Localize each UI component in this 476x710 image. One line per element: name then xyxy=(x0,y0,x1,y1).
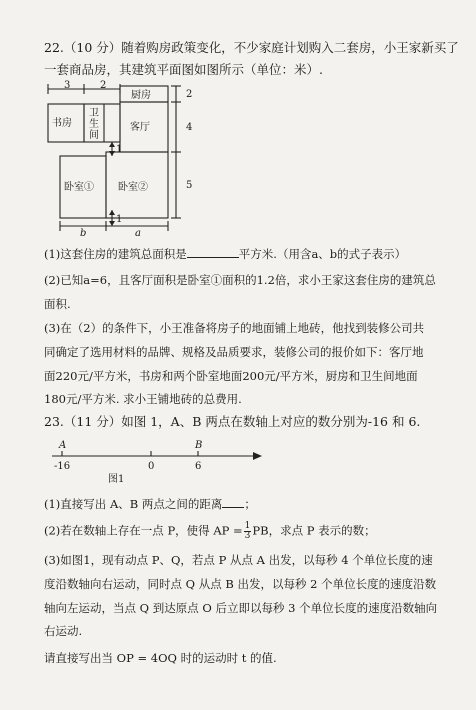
room-study: 书房 xyxy=(52,118,72,129)
dim-5: 5 xyxy=(186,180,193,191)
room-bedroom1: 卧室① xyxy=(64,182,94,193)
q22-sub3-cont2: 面220元/平方米，书房和两个卧室地面200元/平方米，厨房和卫生间地面 xyxy=(44,369,418,383)
answer-blank-distance[interactable] xyxy=(222,496,244,508)
dim-1-lower: 1 xyxy=(116,214,123,225)
dim-a: a xyxy=(135,228,141,238)
q23-header: 23.（11 分）如图 1，A、B 两点在数轴上对应的数分别为-16 和 6. xyxy=(44,414,421,429)
q23-sub3-cont2: 轴向左运动，当点 Q 到达原点 O 后立即以每秒 3 个单位长度的速度沿数轴向 xyxy=(44,601,438,615)
dim-1-upper: 1 xyxy=(116,144,123,155)
q22-sub3-cont1: 同确定了选用材料的品牌、规格及品质要求，装修公司的报价如下：客厅地 xyxy=(44,345,424,359)
room-bath-1: 卫 xyxy=(89,108,99,119)
dim-3: 3 xyxy=(64,80,71,91)
q22-sub3: (3)在（2）的条件下，小王准备将房子的地面铺上地砖，他找到装修公司共 xyxy=(44,321,425,335)
q22-header: 22.（10 分）随着购房政策变化，不少家庭计划购入二套房，小王家新买了 xyxy=(44,40,459,55)
q22-sub2: (2)已知a=6，且客厅面积是卧室①面积的1.2倍，求小王家这套住房的建筑总 xyxy=(44,273,436,287)
q22-header-cont: 一套商品房，其建筑平面图如图所示（单位：米）. xyxy=(44,62,323,77)
point-a-label: A xyxy=(59,440,67,451)
answer-blank-area[interactable] xyxy=(187,246,239,258)
q23-sub3-question: 请直接写出当 OP = 4OQ 时的运动时 t 的值. xyxy=(44,651,277,665)
room-bath-3: 间 xyxy=(89,130,99,141)
q22-sub3-cont3: 180元/平方米. 求小王铺地砖的总费用. xyxy=(44,392,242,406)
q22-sub1: (1)这套住房的建筑总面积是 平方米.（用含a、b的式子表示） xyxy=(44,247,407,261)
q22-sub2-cont: 面积. xyxy=(44,297,71,311)
dim-2-top: 2 xyxy=(100,80,107,91)
q23-sub3: (3)如图1，现有动点 P、Q，若点 P 从点 A 出发，以每秒 4 个单位长度的速 xyxy=(44,553,433,567)
tick-a: -16 xyxy=(54,461,71,472)
fraction-one-third: $\frac{1}{3}$ xyxy=(244,521,251,541)
q23-sub2: (2)若在数轴上存在一点 P，使得 AP = $\frac{1}{3}$ PB，求点 P 表示的数； xyxy=(44,521,376,541)
figure-caption: 图1 xyxy=(108,474,125,485)
dim-2-right: 2 xyxy=(186,89,193,100)
room-kitchen: 厨房 xyxy=(131,90,151,101)
floor-plan-diagram xyxy=(38,80,198,238)
q23-sub1: (1)直接写出 A、B 两点之间的距离 ； xyxy=(44,497,256,511)
tick-origin: 0 xyxy=(148,461,155,472)
q23-sub3-cont3: 右运动. xyxy=(44,624,83,638)
dim-4: 4 xyxy=(186,122,193,133)
room-bedroom2: 卧室② xyxy=(118,182,148,193)
number-line-diagram xyxy=(50,436,270,486)
room-bath-2: 生 xyxy=(89,119,99,130)
dim-b: b xyxy=(80,228,87,238)
q23-sub3-cont1: 度沿数轴向右运动，同时点 Q 从点 B 出发，以每秒 2 个单位长度的速度沿数 xyxy=(44,577,437,591)
room-living: 客厅 xyxy=(130,122,150,133)
tick-b: 6 xyxy=(195,461,202,472)
point-b-label: B xyxy=(195,440,203,451)
